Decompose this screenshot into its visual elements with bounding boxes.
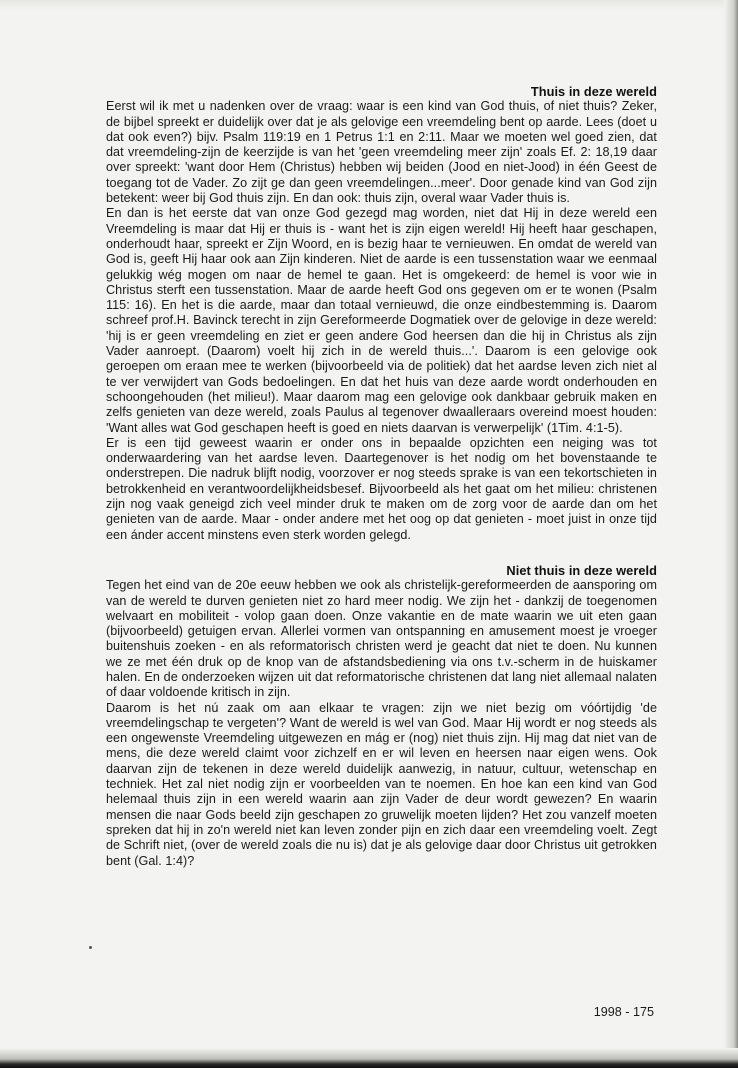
paragraph: Daarom is het nú zaak om aan elkaar te vragen: zijn we niet bezig om vóórtijdig 'de vreemdelingschap te vergeten'? Want de wereld is wel van God. Maar Hij wordt er nog steeds als een ongewenste Vreemdeling uitgewezen en mág er (nog) niet thuis zijn. Hij mag dat niet van de mens, die deze wereld claimt voor zichzelf en er wil leven en heersen naar eigen wens. Ook daarvan zijn de tekenen in deze wereld duidelijk aanwezig, in natuur, cultuur, wetenschap en techniek. Het zal niet nodig zijn er voorbeelden van te noemen. En hoe kan een kind van God helemaal thuis zijn in een wereld waarin aan zijn Vader de deur wordt gewezen? En waarin mensen die naar Gods beeld zijn geschapen zo gruwelijk moeten lijden? Het zou vanzelf moeten spreken dat hij in zo'n wereld niet kan leven zonder pijn en zich daar een vreemdeling voelt. Zegt de Schrift niet, (over de wereld zoals die nu is) dat je als gelovige daar door Christus uit getrokken bent (Gal. 1:4)?	[106, 700, 657, 868]
page-number: 1998 - 175	[593, 1005, 654, 1019]
section-thuis	[106, 84, 657, 543]
section-heading: Thuis in deze wereld	[530, 84, 657, 99]
paragraph: Er is een tijd geweest waarin er onder ons in bepaalde opzichten een neiging was tot onderwaardering van het aardse leven. Daartegenover is het nodig om het bovenstaande te onderstrepen. Die nadruk blijft nodig, voorzover er nog steeds sprake is van een tekortschieten in betrokkenheid en verantwoordelijkheidsbesef. Bijvoorbeeld als het gaat om het milieu: christenen zijn nog vaak geneigd zich veel minder druk te maken om de zorg voor de aarde dan om het genieten van de aarde. Maar - onder andere met het oog op dat genieten - moet juist in onze tijd een ánder accent minstens even sterk worden gelegd.	[106, 435, 657, 542]
section-niet-thuis	[106, 563, 657, 869]
margin-dot	[89, 946, 92, 949]
article-body	[106, 84, 657, 869]
section-heading: Niet thuis in deze wereld	[506, 562, 657, 578]
paragraph: Eerst wil ik met u nadenken over de vraag: waar is een kind van God thuis, of niet thuis? Zeker, de bijbel spreekt er duidelijk over dat je als gelovige een vreemdeling bent op aarde. Lees (doet u dat ook even?) bijv. Psalm 119:19 en 1 Petrus 1:1 en 2:11. Maar we moeten wel goed zien, dat dat vreemdeling-zijn de keerzijde is van het 'geen vreemdeling meer zijn' zoals Ef. 2: 18,19 daar over spreekt: 'want door Hem (Christus) hebben wij beiden (Jood en niet-Jood) in één Geest de toegang tot de Vader. Zo zijt ge dan geen vreemdelingen...meer'. Door genade kind van God zijn betekent: weer bij God thuis zijn. En dan ook: thuis zijn, overal waar Vader thuis is.	[106, 99, 657, 206]
scan-edge-right	[724, 0, 738, 1068]
paragraph: Tegen het eind van de 20e eeuw hebben we ook als christelijk-gereformeerden de aansporing om van de wereld te durven genieten niet zo hard meer nodig. We zijn het - dankzij de toegenomen welvaart en mobiliteit - volop gaan doen. Onze vakantie en de mate waarin we uit eten gaan (bijvoorbeeld) getuigen ervan. Allerlei vormen van ontspanning en amusement moest je vroeger buitenshuis zoeken - en als reformatorisch christen werd je geacht dat niet te doen. Nu kunnen we ze met één druk op de knop van de afstandsbediening via ons t.v.-scherm in de huiskamer halen. En de onderzoeken wijzen uit dat reformatorische christenen dat lang niet allemaal nalaten of daar voldoende kritisch in zijn.	[106, 578, 657, 700]
scan-edge-top	[0, 0, 738, 10]
scan-edge-bottom	[0, 1048, 738, 1068]
paragraph: En dan is het eerste dat van onze God gezegd mag worden, niet dat Hij in deze wereld een Vreemdeling is maar dat Hij er thuis is - want het is zijn eigen wereld! Hij heeft haar geschapen, onderhoudt haar, spreekt er Zijn Woord, en is bezig haar te vernieuwen. En omdat de wereld van God is, geeft Hij haar ook aan Zijn kinderen. Niet de aarde is een tussenstation waar we eenmaal gelukkig wég mogen om naar de hemel te gaan. Het is omgekeerd: de hemel is voor wie in Christus sterft een tussenstation. Maar de aarde heeft God ons gegeven om er te wonen (Psalm 115: 16). En het is die aarde, maar dan totaal vernieuwd, die onze eindbestemming is. Daarom schreef prof.H. Bavinck terecht in zijn Gereformeerde Dogmatiek over de gelovige in deze wereld: 'hij is er geen vreemdeling en ziet er geen andere God heersen dan die hij in Christus als zijn Vader aanroept. (Daarom) voelt hij zich in de wereld thuis...'. Daarom is een gelovige ook geroepen om eraan mee te werken (bijvoorbeeld via de politiek) dat het aardse leven zich niet al te ver verwijdert van Gods bedoelingen. En dat het huis van deze aarde wordt onderhouden en schoongehouden (het milieu!). Maar daarom mag een gelovige ook dankbaar gebruik maken en zelfs genieten van deze wereld, zoals Paulus al tegenover dwaalleraars overeind moest houden: 'Want alles wat God geschapen heeft is goed en niets daarvan is verwerpelijk' (1Tim. 4:1-5).	[106, 206, 657, 435]
